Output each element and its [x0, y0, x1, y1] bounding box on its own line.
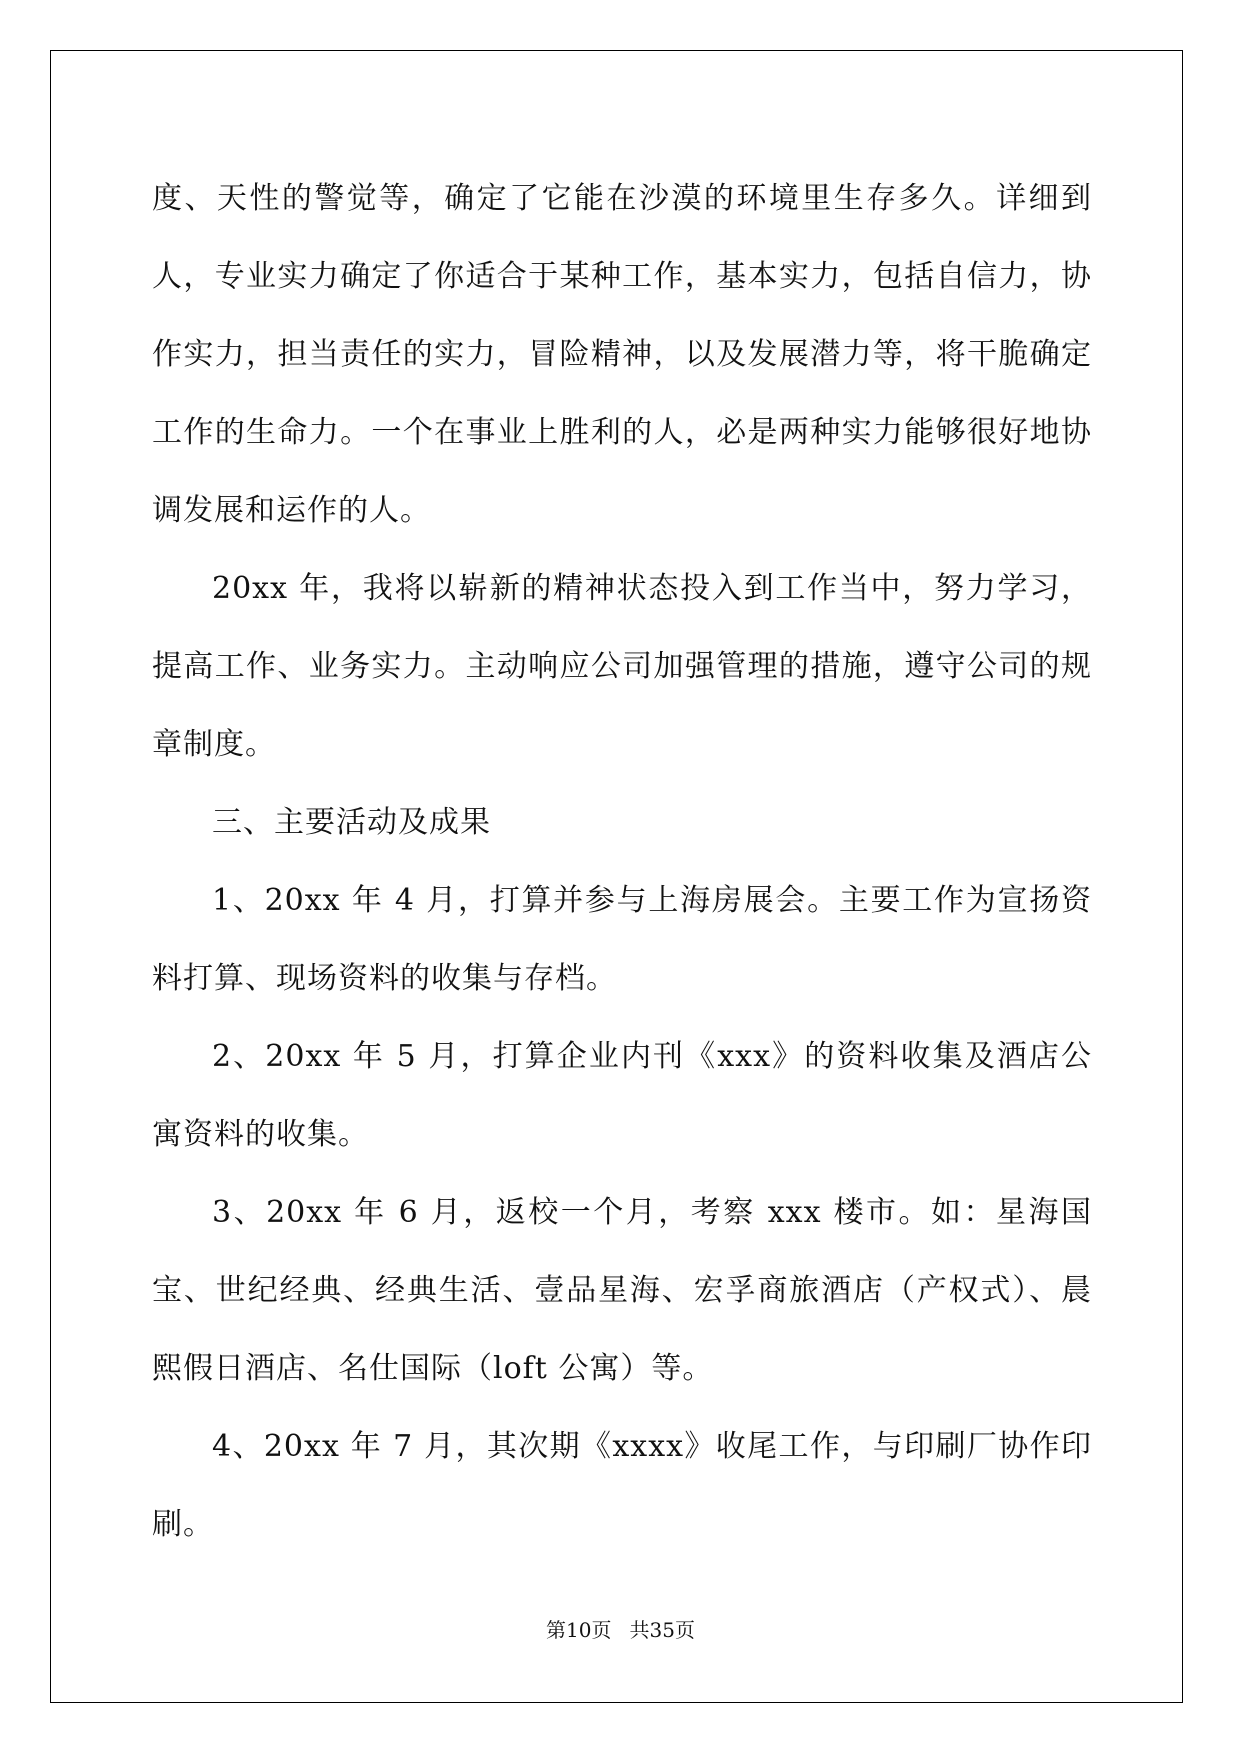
paragraph-2: 20xx 年，我将以崭新的精神状态投入到工作当中，努力学习，提高工作、业务实力。主动响应公司加强管理的措施，遵守公司的规章制度。 [152, 571, 1092, 762]
page-footer [0, 1614, 1241, 1643]
paragraph-1: 度、天性的警觉等，确定了它能在沙漠的环境里生存多久。详细到人，专业实力确定了你适合于某种工作，基本实力，包括自信力，协作实力，担当责任的实力，冒险精神，以及发展潜力等，将干脆确定工作的生命力。一个在事业上胜利的人，必是两种实力能够很好地协调发展和运作的人。 [152, 181, 1092, 528]
page-number: 第10页 [546, 1618, 612, 1642]
list-item-2: 2、20xx 年 5 月，打算企业内刊《xxx》的资料收集及酒店公寓资料的收集。 [152, 1039, 1092, 1152]
document-body [152, 160, 1092, 1564]
page-total: 共35页 [629, 1618, 695, 1642]
section-heading: 三、主要活动及成果 [212, 805, 491, 840]
list-item-4: 4、20xx 年 7 月，其次期《xxxx》收尾工作，与印刷厂协作印刷。 [152, 1429, 1092, 1542]
list-item-1: 1、20xx 年 4 月，打算并参与上海房展会。主要工作为宣扬资料打算、现场资料的收集与存档。 [152, 883, 1092, 996]
list-item-3: 3、20xx 年 6 月，返校一个月，考察 xxx 楼市。如：星海国宝、世纪经典、经典生活、壹品星海、宏孚商旅酒店（产权式）、晨熙假日酒店、名仕国际（loft 公寓）等。 [152, 1195, 1092, 1386]
